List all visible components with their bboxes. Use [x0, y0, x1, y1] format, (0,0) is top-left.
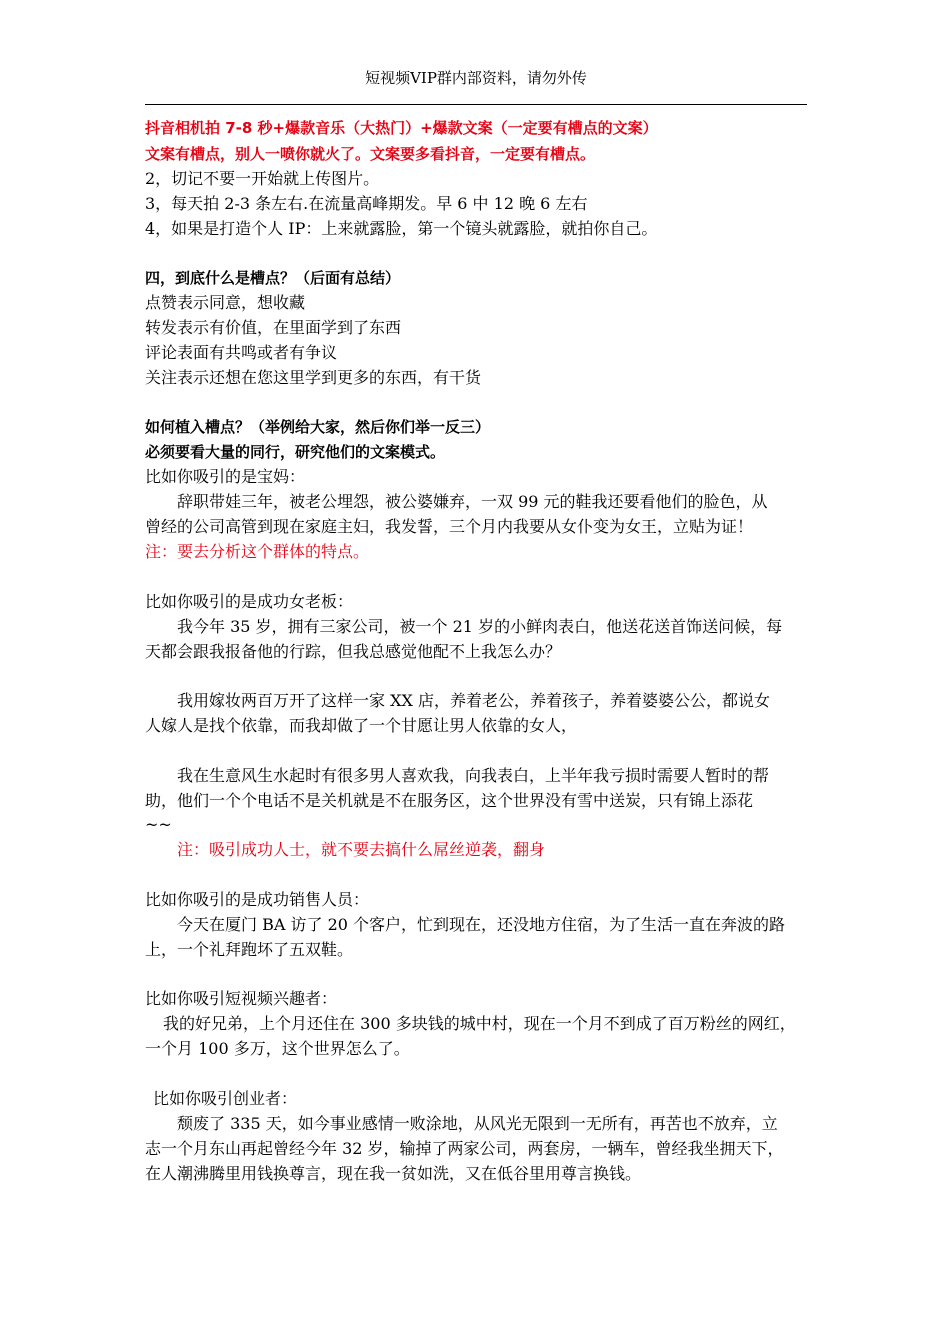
text-line: 天都会跟我报备他的行踪，但我总感觉他配不上我怎么办？	[145, 642, 562, 661]
text-line: 点赞表示同意，想收藏	[145, 293, 306, 312]
text-line: 评论表面有共鸣或者有争议	[145, 343, 338, 362]
text-line: 必须要看大量的同行，研究他们的文案模式。	[145, 443, 446, 461]
text-line: ~~	[145, 815, 172, 834]
text-line: 2，切记不要一开始就上传图片。	[145, 169, 380, 188]
text-line: 颓废了 335 天，如今事业感情一败涂地，从风光无限到一无所有，再苦也不放弃，立	[177, 1114, 778, 1133]
text-line: 转发表示有价值，在里面学到了东西	[145, 318, 402, 337]
text-line: 我今年 35 岁，拥有三家公司，被一个 21 岁的小鲜肉表白，他送花送首饰送问候，每	[177, 617, 783, 636]
text-line: 上，一个礼拜跑坏了五双鞋。	[145, 940, 354, 959]
header-divider	[145, 104, 807, 105]
text-line: 抖音相机拍 7-8 秒+爆款音乐（大热门）+爆款文案（一定要有槽点的文案）	[145, 119, 658, 137]
note-line: 注：吸引成功人士，就不要去搞什么屌丝逆袭，翻身	[177, 840, 546, 859]
section-heading: 四，到底什么是槽点？（后面有总结）	[145, 269, 401, 287]
text-line: 辞职带娃三年，被老公埋怨，被公婆嫌弃，一双 99 元的鞋我还要看他们的脸色，从	[177, 492, 768, 511]
text-line: 4，如果是打造个人 IP：上来就露脸，第一个镜头就露脸，就拍你自己。	[145, 219, 658, 238]
text-line: 我的好兄弟，上个月还住在 300 多块钱的城中村，现在一个月不到成了百万粉丝的网红，	[163, 1014, 796, 1033]
text-line: 在人潮沸腾里用钱换尊言，现在我一贫如洗，又在低谷里用尊言换钱。	[145, 1164, 642, 1183]
text-line: 今天在厦门 BA 访了 20 个客户，忙到现在，还没地方住宿，为了生活一直在奔波的路	[177, 915, 786, 934]
text-line: 我在生意风生水起时有很多男人喜欢我，向我表白，上半年我亏损时需要人暂时的帮	[177, 766, 770, 785]
text-line: 我用嫁妆两百万开了这样一家 XX 店，养着老公，养着孩子，养着婆婆公公，都说女	[177, 691, 770, 710]
section-heading: 如何植入槽点？（举例给大家，然后你们举一反三）	[145, 418, 491, 436]
text-line: 志一个月东山再起曾经今年 32 岁，输掉了两家公司，两套房，一辆车，曾经我坐拥天下，	[145, 1139, 784, 1158]
text-line: 3，每天拍 2-3 条左右.在流量高峰期发。早 6 中 12 晚 6 左右	[145, 194, 588, 213]
text-line: 文案有槽点，别人一喷你就火了。文案要多看抖音，一定要有槽点。	[145, 145, 596, 163]
text-line: 关注表示还想在您这里学到更多的东西，有干货	[145, 368, 482, 387]
text-line: 一个月 100 多万，这个世界怎么了。	[145, 1039, 410, 1058]
page-header: 短视频VIP群内部资料，请勿外传	[365, 69, 587, 87]
text-line: 比如你吸引的是成功女老板：	[145, 592, 354, 611]
text-line: 助，他们一个个电话不是关机就是不在服务区，这个世界没有雪中送炭，只有锦上添花	[145, 791, 754, 810]
text-line: 比如你吸引短视频兴趣者：	[145, 989, 338, 1008]
text-line: 比如你吸引的是成功销售人员：	[145, 890, 370, 909]
text-line: 比如你吸引的是宝妈：	[145, 467, 306, 486]
text-line: 比如你吸引创业者：	[153, 1089, 298, 1108]
text-line: 人嫁人是找个依靠，而我却做了一个甘愿让男人依靠的女人，	[145, 716, 578, 735]
text-line: 曾经的公司高管到现在家庭主妇，我发誓，三个月内我要从女仆变为女王，立贴为证！	[145, 517, 754, 536]
note-line: 注：要去分析这个群体的特点。	[145, 542, 370, 561]
